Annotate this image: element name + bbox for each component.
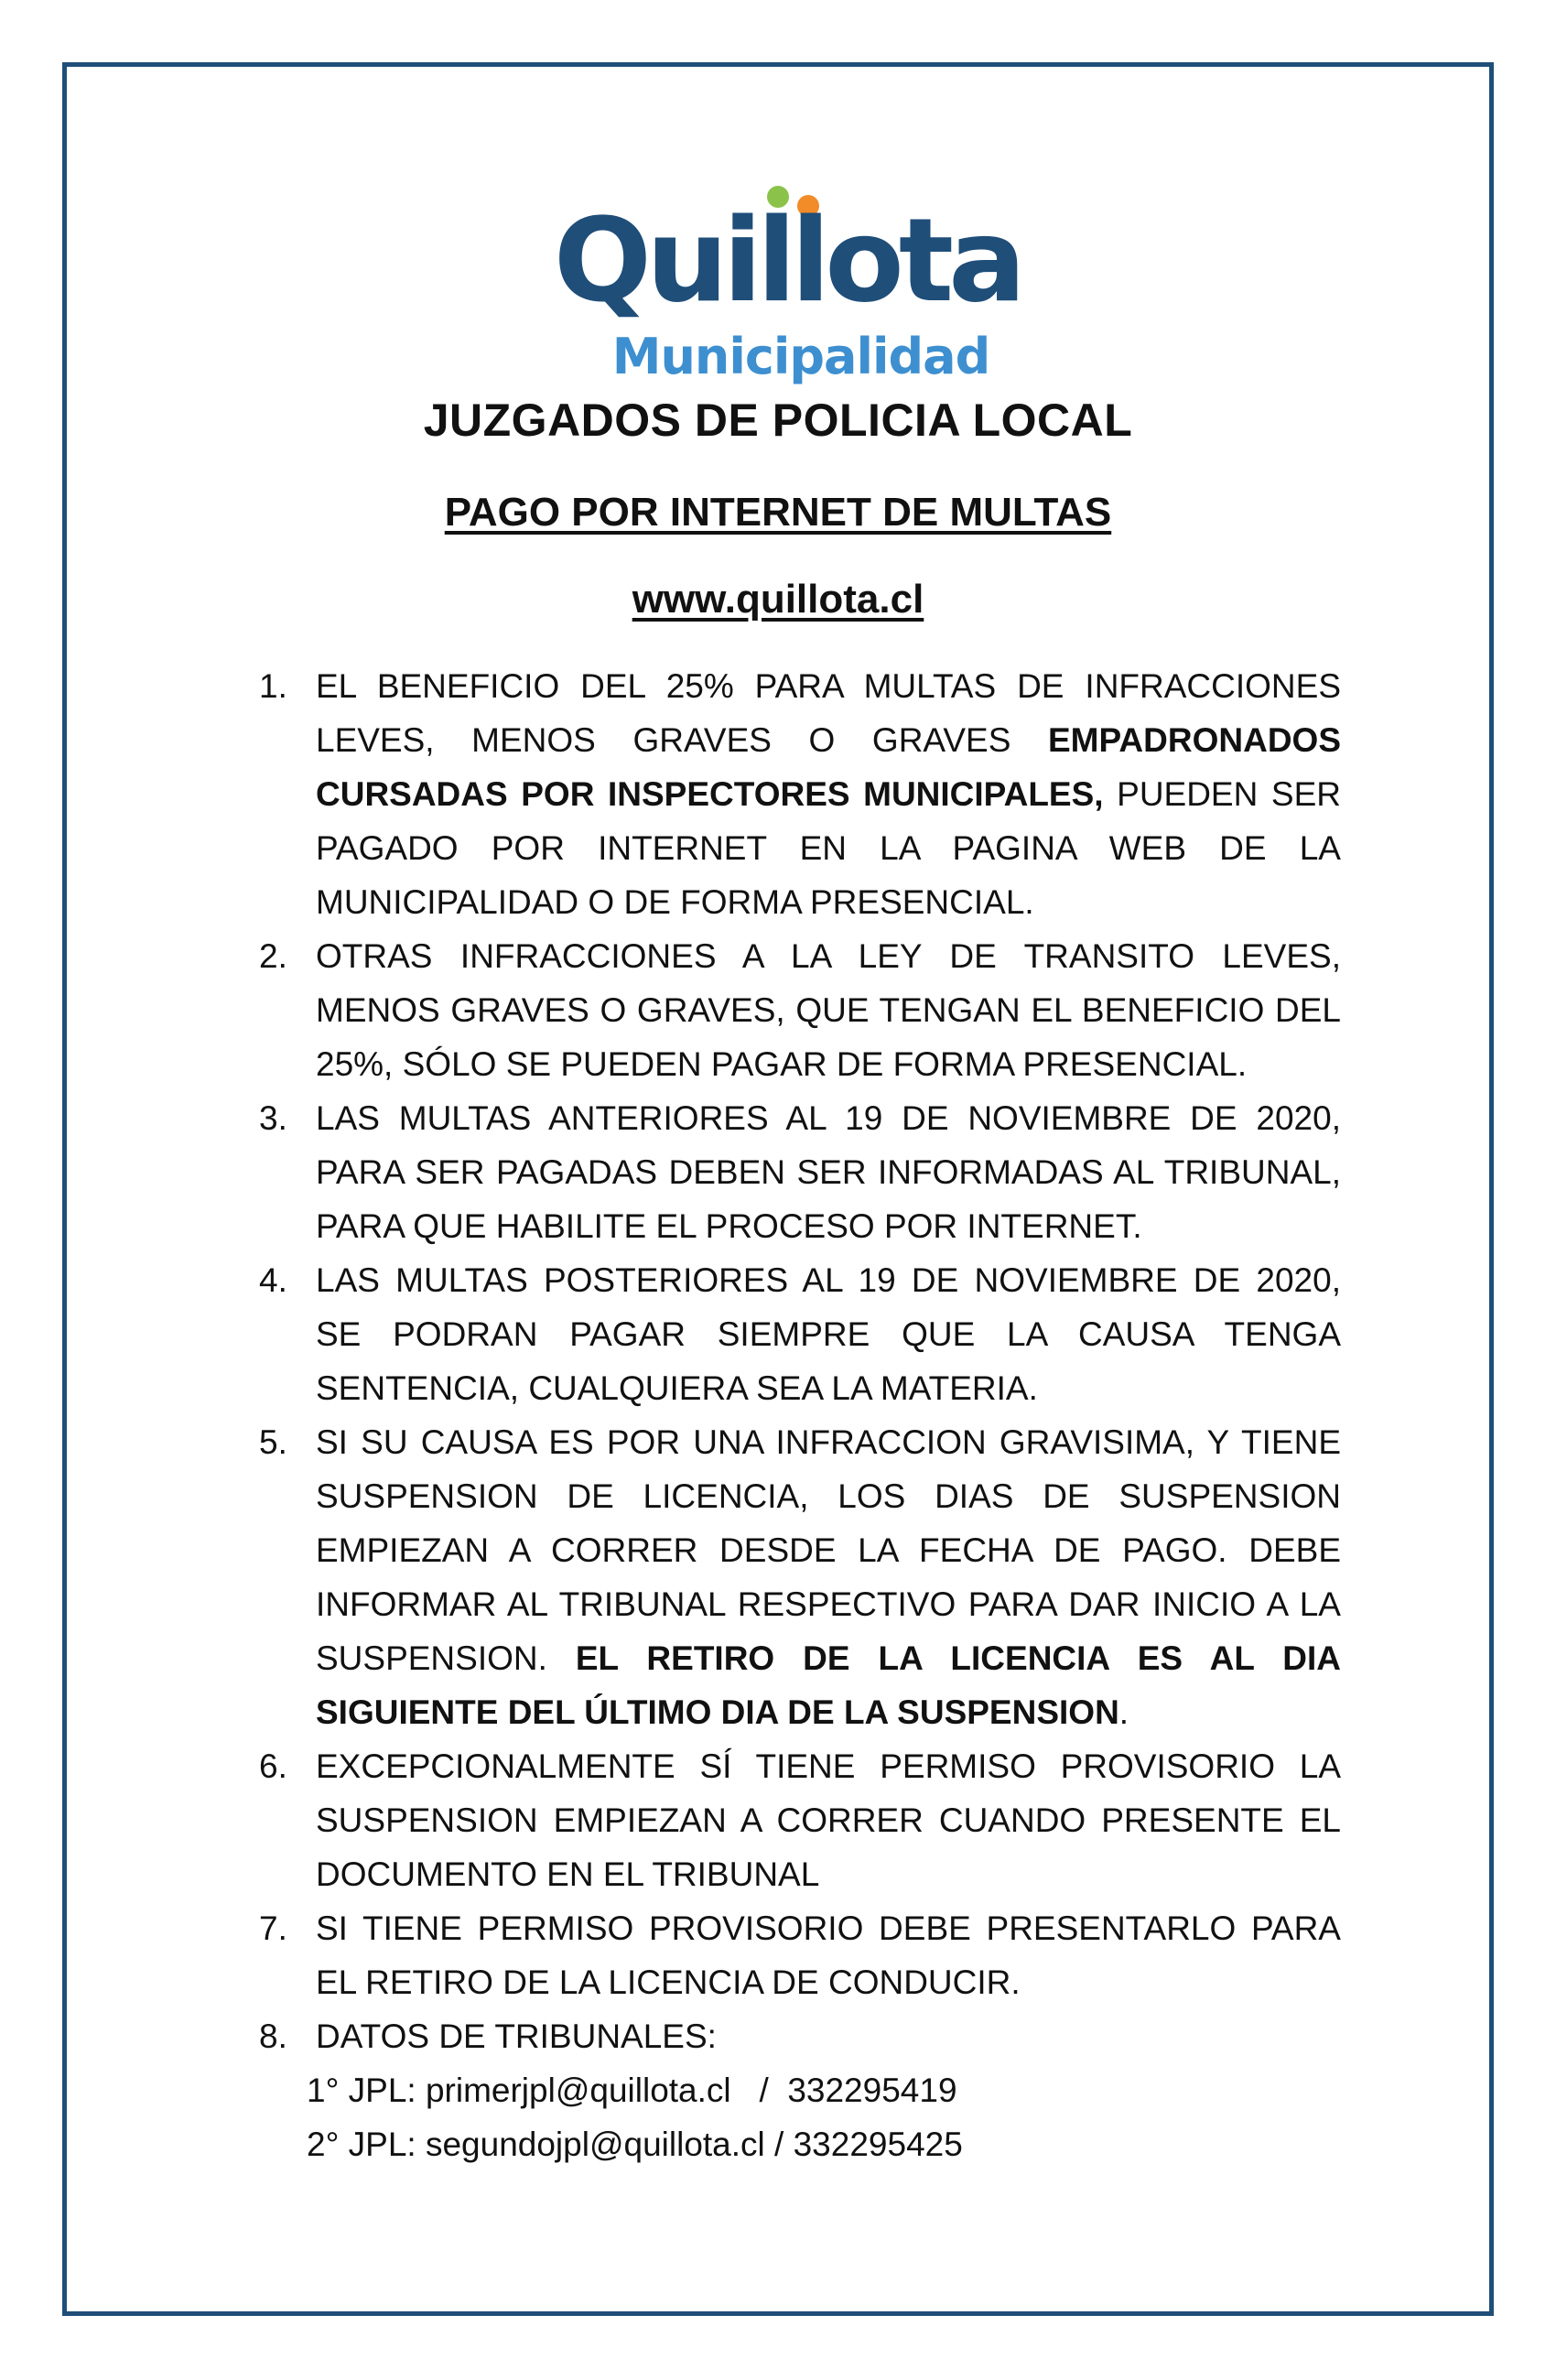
item-text: LAS MULTAS POSTERIORES AL 19 DE NOVIEMBRE DE 2020, SE PODRAN PAGAR SIEMPRE QUE LA CAUSA TENGA SENTENCIA, CUALQUIERA SEA LA MATERIA. xyxy=(316,1261,1341,1407)
item-number: 5. xyxy=(259,1423,287,1461)
item-number: 4. xyxy=(259,1261,287,1299)
item-number: 3. xyxy=(259,1099,287,1137)
logo-wordmark: Quillota xyxy=(553,193,1021,328)
item-text: EL BENEFICIO DEL 25% PARA MULTAS DE INFRACCIONES LEVES, MENOS GRAVES O GRAVES xyxy=(316,667,1341,759)
item-text: PUEDEN SER PAGADO POR INTERNET EN LA PAGINA WEB DE LA MUNICIPALIDAD O DE FORMA PRESENCIAL. xyxy=(316,775,1341,921)
list-item xyxy=(247,929,1341,1091)
item-text: . xyxy=(1118,1693,1129,1731)
item-text: SI SU CAUSA ES POR UNA INFRACCION GRAVISIMA, Y TIENE SUSPENSION DE LICENCIA, LOS DIAS DE SUSPENSION EMPIEZAN A CORRER DESDE LA FECHA DE PAGO. DEBE INFORMAR AL TRIBUNAL RESPECTIVO PARA DAR INICIO A LA SUSPENSION. xyxy=(316,1423,1341,1677)
item-number: 8. xyxy=(259,2018,287,2055)
logo-graphic xyxy=(545,183,1030,389)
item-number: 6. xyxy=(259,1747,287,1785)
item-text: DATOS DE TRIBUNALES: xyxy=(316,2018,717,2055)
instructions-list xyxy=(247,659,1341,2171)
list-item xyxy=(247,1091,1341,1253)
quillota-logo xyxy=(545,183,1030,389)
item-bold-text: EMPADRONADOS CURSADAS POR INSPECTORES MUNICIPALES, xyxy=(316,721,1341,813)
list-item xyxy=(247,1739,1341,1901)
page-subtitle: PAGO POR INTERNET DE MULTAS xyxy=(444,490,1112,535)
tribunal-contact-2[interactable]: 2° JPL: segundojpl@quillota.cl / 332295425 xyxy=(307,2126,963,2163)
list-item xyxy=(247,1253,1341,1415)
item-text: LAS MULTAS ANTERIORES AL 19 DE NOVIEMBRE DE 2020, PARA SER PAGADAS DEBEN SER INFORMADAS AL TRIBUNAL, PARA QUE HABILITE EL PROCESO POR INTERNET. xyxy=(316,1099,1341,1245)
tribunal-contacts xyxy=(307,2063,1341,2171)
list-item xyxy=(247,659,1341,929)
page-title: JUZGADOS DE POLICIA LOCAL xyxy=(423,395,1133,446)
item-text: EXCEPCIONALMENTE SÍ TIENE PERMISO PROVISORIO LA SUSPENSION EMPIEZAN A CORRER CUANDO PRESENTE EL DOCUMENTO EN EL TRIBUNAL xyxy=(316,1747,1341,1893)
item-text: OTRAS INFRACCIONES A LA LEY DE TRANSITO LEVES, MENOS GRAVES O GRAVES, QUE TENGAN EL BENEFICIO DEL 25%, SÓLO SE PUEDEN PAGAR DE FORMA PRESENCIAL. xyxy=(316,937,1341,1083)
website-link[interactable]: www.quillota.cl xyxy=(632,577,924,622)
item-text: SI TIENE PERMISO PROVISORIO DEBE PRESENTARLO PARA EL RETIRO DE LA LICENCIA DE CONDUCIR. xyxy=(316,1909,1341,2001)
item-number: 2. xyxy=(259,937,287,975)
list-item xyxy=(247,1415,1341,1739)
logo-subtitle: Municipalidad xyxy=(611,328,990,385)
item-bold-text: EL RETIRO DE LA LICENCIA ES AL DIA SIGUIENTE DEL ÚLTIMO DIA DE LA SUSPENSION xyxy=(316,1639,1341,1731)
list-item xyxy=(247,2009,1341,2171)
list-item xyxy=(247,1901,1341,2009)
tribunal-contact-1[interactable]: 1° JPL: primerjpl@quillota.cl / 332295419 xyxy=(307,2072,957,2109)
item-number: 1. xyxy=(259,667,287,705)
item-number: 7. xyxy=(259,1909,287,1947)
